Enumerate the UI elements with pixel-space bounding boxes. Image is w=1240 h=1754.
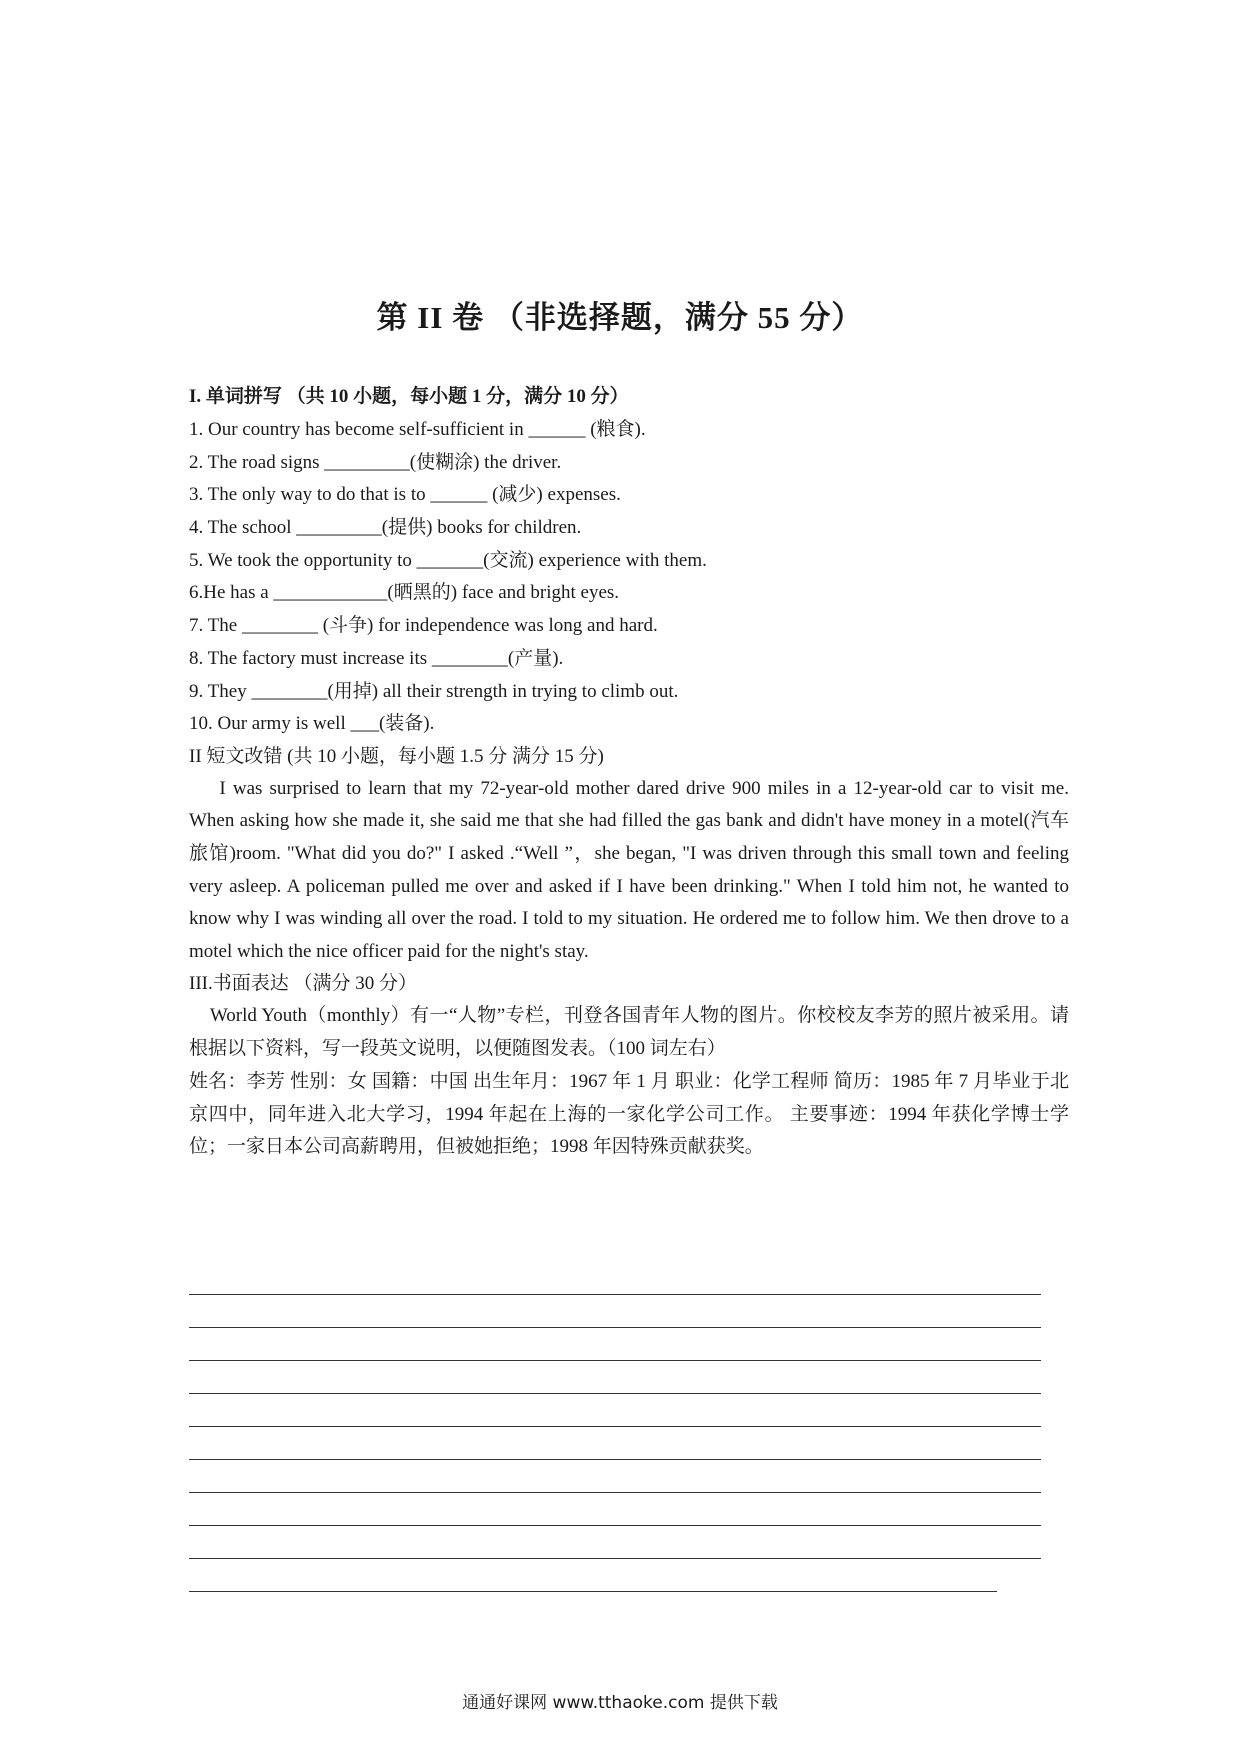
section3-heading: III.书面表达 （满分 30 分）: [189, 973, 417, 995]
writing-prompt: World Youth（monthly）有一“人物”专栏，刊登各国青年人物的图片。你校校友李芳的照片被采用。请根据以下资料，写一段英文说明，以便随图发表。（100 词左右）: [189, 1005, 1069, 1060]
spelling-question: 7. The ________ (斗争) for independence was long and hard.: [189, 615, 658, 637]
answer-line: [189, 1558, 1041, 1559]
spelling-question: 10. Our army is well ___(装备).: [189, 713, 435, 735]
answer-lines: [189, 1294, 1041, 1624]
answer-line: [189, 1393, 1041, 1394]
answer-line: [189, 1294, 1041, 1295]
spelling-question: 4. The school _________(提供) books for children.: [189, 517, 582, 539]
answer-line: [189, 1591, 997, 1592]
page-footer: 通通好课网 www.tthaoke.com 提供下载: [462, 1693, 778, 1713]
spelling-question: 8. The factory must increase its ________(产量).: [189, 647, 564, 669]
exam-content: [189, 380, 1069, 1164]
answer-line: [189, 1327, 1041, 1328]
spelling-question: 5. We took the opportunity to _______(交流) experience with them.: [189, 549, 707, 571]
section1-heading: I. 单词拼写 （共 10 小题，每小题 1 分，满分 10 分）: [189, 386, 629, 407]
answer-line: [189, 1360, 1041, 1361]
spelling-question: 1. Our country has become self-sufficient in ______ (粮食).: [189, 419, 646, 440]
spelling-question: 3. The only way to do that is to ______ (减少) expenses.: [189, 484, 621, 506]
page-title: 第 II 卷 （非选择题，满分 55 分）: [376, 300, 864, 335]
spelling-question-list: [189, 414, 1069, 741]
error-correction-passage: I was surprised to learn that my 72-year-old mother dared drive 900 miles in a 12-year-old car to visit me. When asking how she made it, she said me that she had filled the gas bank and didn't have money in a motel(汽车旅馆)room. "What did you do?" I asked .“Well ”，she began, "I was driven through this small town and feeling very asleep. A policeman pulled me over and asked if I have been drinking." When I told him not, he wanted to know why I was winding all over the road. I told to my situation. He ordered me to follow him. We then drove to a motel which the nice officer paid for the night's stay.: [189, 777, 1069, 962]
answer-line: [189, 1492, 1041, 1493]
answer-line: [189, 1459, 1041, 1460]
section2-heading: II 短文改错 (共 10 小题，每小题 1.5 分 满分 15 分): [189, 745, 604, 767]
writing-info: 姓名：李芳 性别：女 国籍：中国 出生年月：1967 年 1 月 职业：化学工程师 简历：1985 年 7 月毕业于北京四中，同年进入北大学习，1994 年起在上海的一家化学公司工作。 主要事迹：1994 年获化学博士学位；一家日本公司高薪聘用，但被她拒绝；1998 年因特殊贡献获奖。: [189, 1070, 1069, 1158]
spelling-question: 2. The road signs _________(使糊涂) the driver.: [189, 451, 562, 473]
answer-line: [189, 1525, 1041, 1526]
spelling-question: 6.He has a ____________(晒黑的) face and bright eyes.: [189, 582, 620, 604]
answer-line: [189, 1426, 1041, 1427]
spelling-question: 9. They ________(用掉) all their strength in trying to climb out.: [189, 680, 679, 702]
